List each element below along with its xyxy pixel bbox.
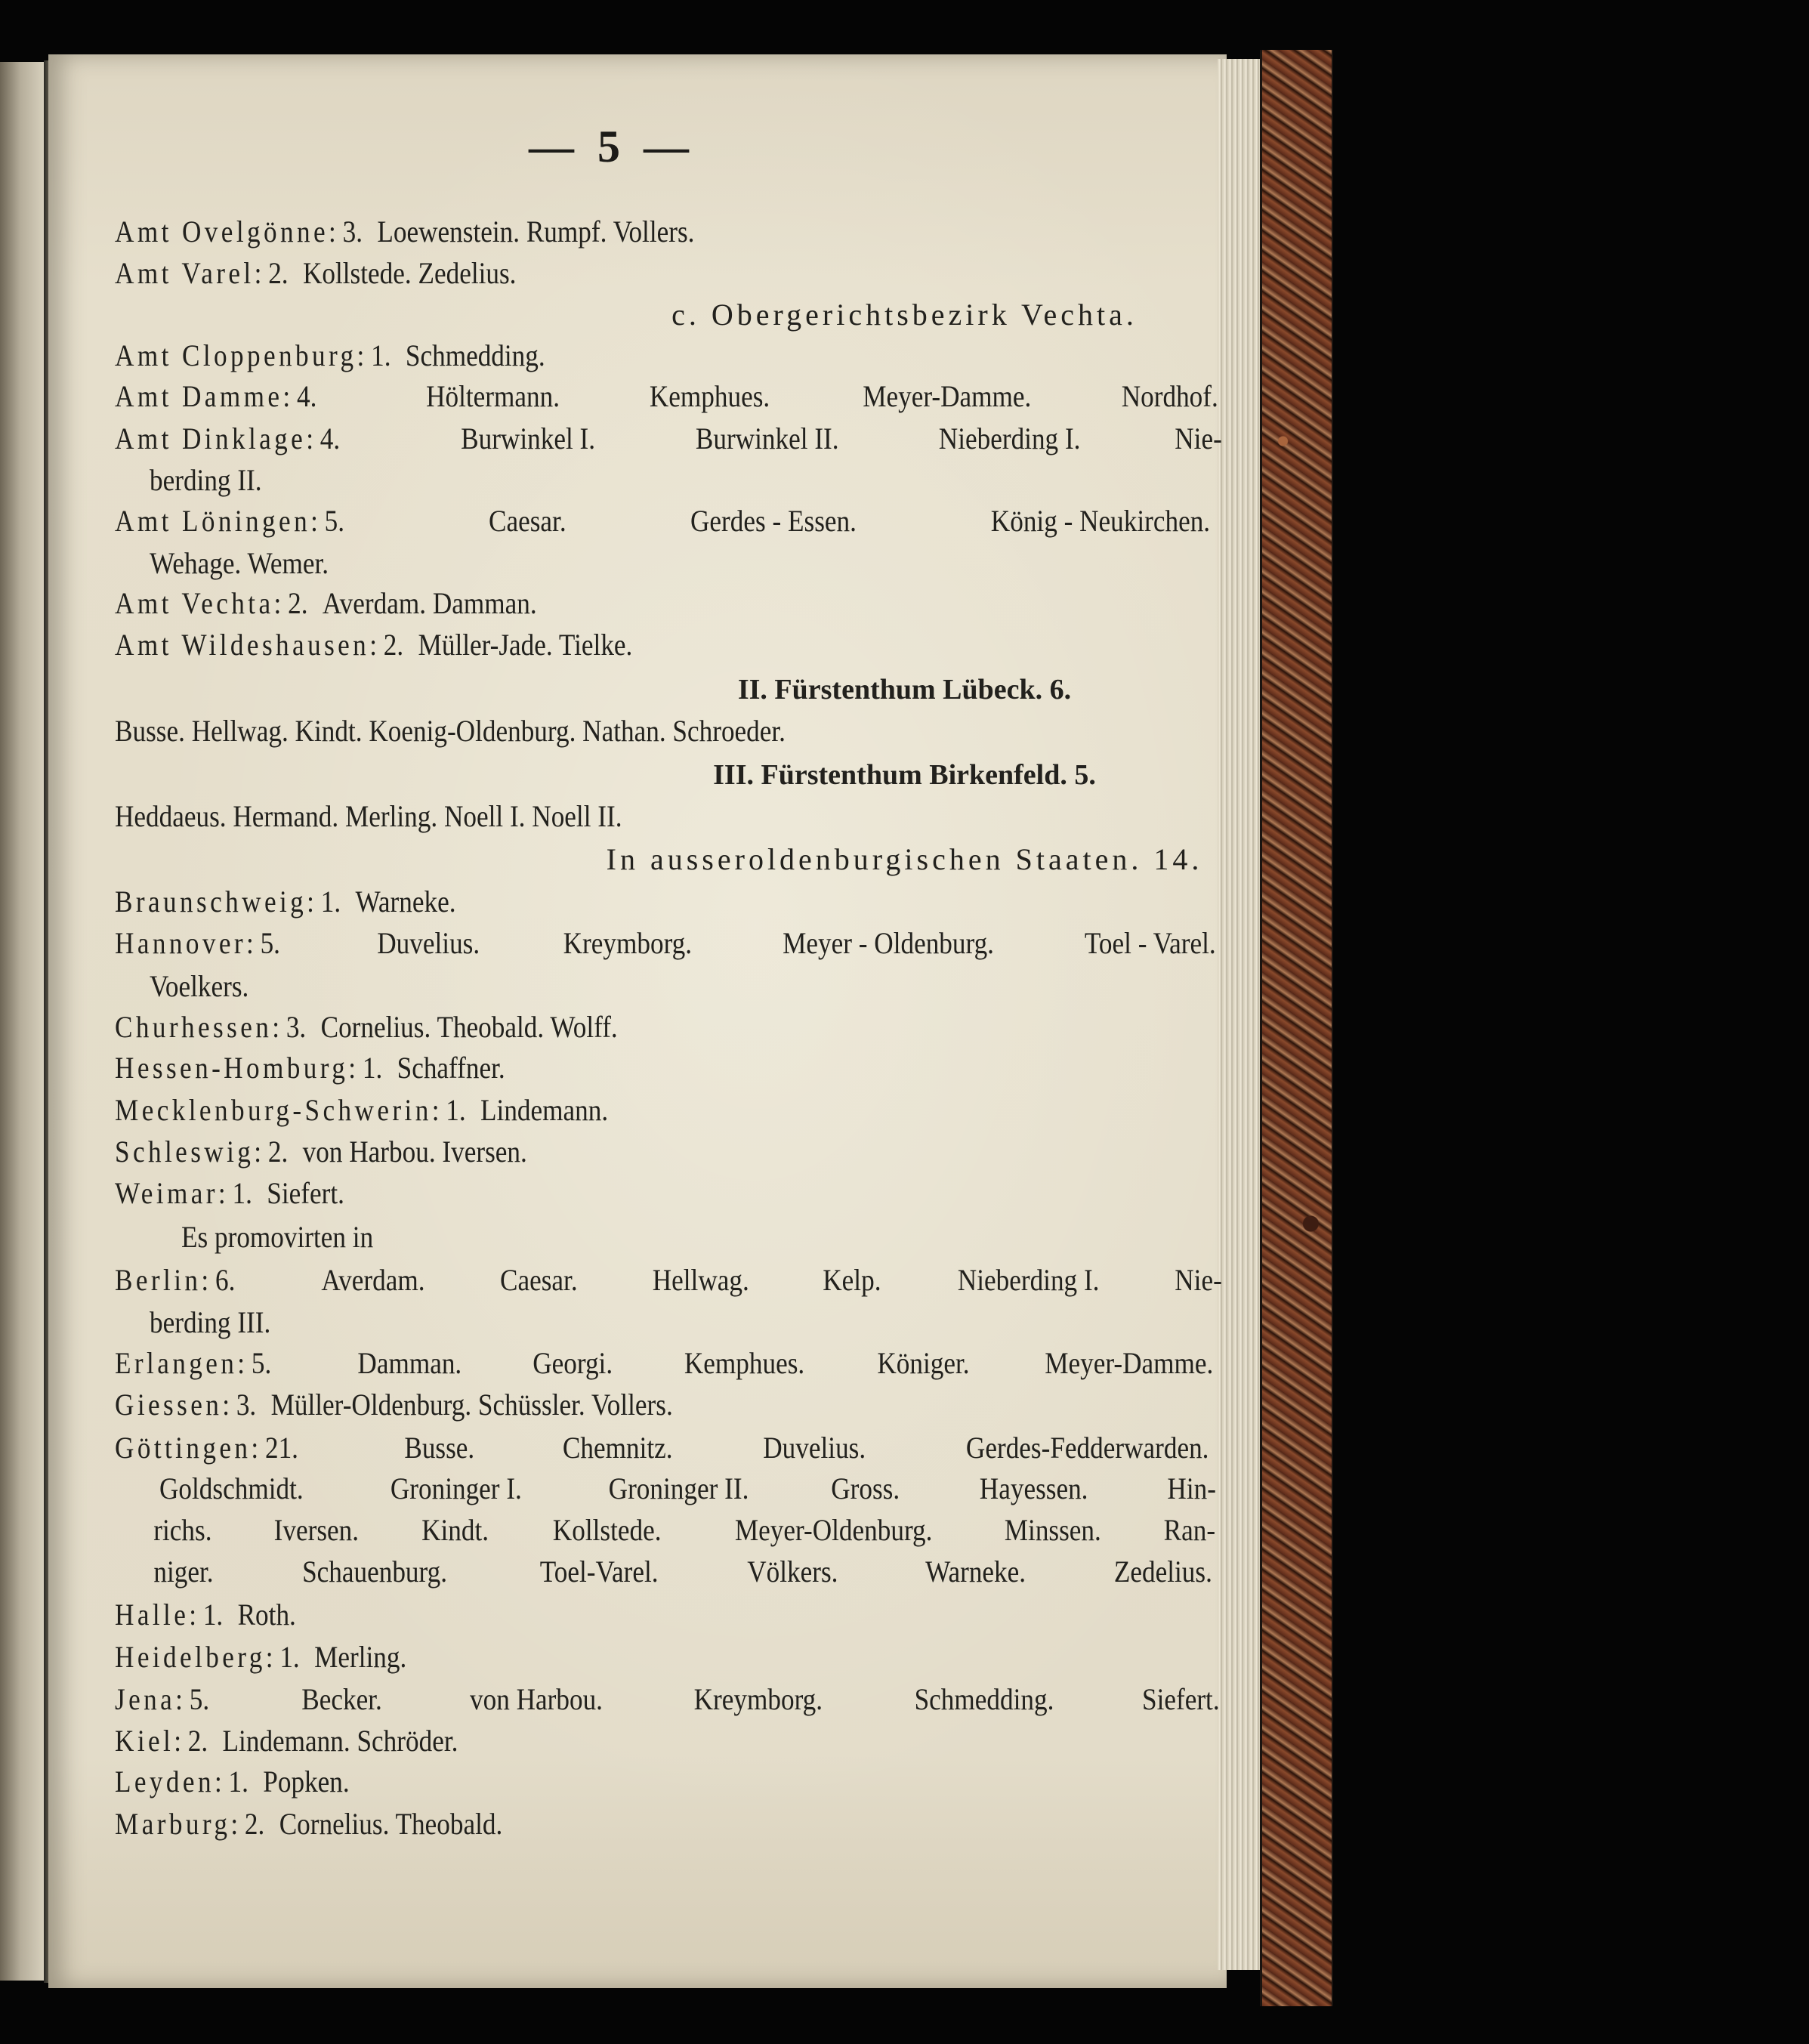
place-name: Giessen xyxy=(115,1388,223,1422)
person-names: Cornelius. Theobald. xyxy=(279,1807,503,1841)
entry-line xyxy=(115,421,1225,456)
colon: : xyxy=(230,1807,245,1841)
colon: : xyxy=(306,421,320,455)
colon: : xyxy=(254,256,269,290)
person-name: Ran- xyxy=(1163,1513,1216,1547)
justified-names xyxy=(150,1471,1219,1506)
colon: : xyxy=(222,1388,236,1422)
colon: : xyxy=(282,379,297,413)
continuation-line xyxy=(150,1305,270,1340)
place-name: Amt Cloppenburg xyxy=(115,338,357,372)
colon: : xyxy=(174,1724,188,1758)
person-name: Nordhof. xyxy=(1122,379,1219,413)
person-name: Gerdes - Essen. xyxy=(690,504,857,538)
count: 1. xyxy=(371,338,391,372)
count: 1. xyxy=(320,885,341,919)
continuation-text: berding III. xyxy=(150,1305,271,1339)
colon: : xyxy=(175,1682,190,1716)
person-name: Nie- xyxy=(1175,421,1222,455)
name-list-line xyxy=(115,713,786,749)
person-name: Kemphues. xyxy=(650,379,770,413)
person-name: Toel-Varel. xyxy=(539,1555,659,1589)
count: 1. xyxy=(202,1598,224,1632)
intro-line xyxy=(181,1219,373,1255)
section-heading xyxy=(0,756,1809,792)
entry-line xyxy=(115,627,632,662)
person-name: Meyer - Oldenburg. xyxy=(783,926,995,960)
person-name: Burwinkel II. xyxy=(695,421,839,455)
continuation-line xyxy=(150,1512,1219,1548)
person-name: Zedelius. xyxy=(1114,1555,1213,1589)
count: 1. xyxy=(362,1051,383,1085)
person-names: Schaffner. xyxy=(397,1051,505,1085)
entry-line xyxy=(115,925,1225,961)
person-name: Groninger II. xyxy=(608,1471,749,1505)
place-name: Amt Löningen xyxy=(115,504,311,538)
entry-head xyxy=(115,378,316,414)
person-name: Völkers. xyxy=(747,1555,838,1589)
colon: : xyxy=(329,215,343,249)
person-names: Lindemann. Schröder. xyxy=(222,1724,458,1758)
entry-head xyxy=(115,1430,298,1465)
entry-line xyxy=(115,1050,505,1085)
section-heading-text: c. Obergerichtsbezirk Vechta. xyxy=(671,298,1138,332)
entry-line xyxy=(115,378,1225,414)
section-heading-text: In ausseroldenburgischen Staaten. 14. xyxy=(606,842,1203,876)
entry-line xyxy=(115,1597,296,1632)
person-name: Nie- xyxy=(1175,1263,1222,1297)
person-names: Merling. xyxy=(314,1640,407,1674)
entry-line xyxy=(115,1345,1225,1381)
person-name: Georgi. xyxy=(532,1346,613,1380)
entry-line xyxy=(115,1387,673,1422)
count: 4. xyxy=(320,421,341,455)
count: 1. xyxy=(232,1176,252,1210)
entry-line xyxy=(115,884,456,919)
person-name: Meyer-Oldenburg. xyxy=(734,1513,933,1547)
person-name: Hin- xyxy=(1167,1471,1216,1505)
place-name: Braunschweig xyxy=(115,885,307,919)
entry-line xyxy=(115,1262,1225,1298)
person-name: Iversen. xyxy=(273,1513,360,1547)
count: 2. xyxy=(268,256,289,290)
justified-entry xyxy=(115,925,1225,961)
place-name: Erlangen xyxy=(115,1346,238,1380)
person-name: Toel - Varel. xyxy=(1085,926,1217,960)
person-name: Schmedding. xyxy=(914,1682,1054,1716)
person-name: Kollstede. xyxy=(553,1513,662,1547)
entry-line xyxy=(115,1681,1225,1717)
entry-head xyxy=(115,1262,235,1298)
person-name: Gross. xyxy=(830,1471,900,1505)
entry-line xyxy=(115,255,516,291)
person-name: Siefert. xyxy=(1142,1682,1221,1716)
place-name: Jena xyxy=(115,1682,176,1716)
entry-line xyxy=(115,1764,350,1799)
place-name: Hannover xyxy=(115,926,246,960)
colon: : xyxy=(189,1598,203,1632)
count: 21. xyxy=(264,1431,298,1465)
person-name: Damman. xyxy=(357,1346,462,1380)
count: 3. xyxy=(236,1388,257,1422)
person-names: Warneke. xyxy=(355,885,456,919)
count: 5. xyxy=(251,1346,272,1380)
continuation-text: Wehage. Wemer. xyxy=(150,546,329,580)
entry-line xyxy=(115,585,537,621)
justified-names xyxy=(150,1554,1219,1589)
person-name: richs. xyxy=(153,1513,212,1547)
justified-entry xyxy=(115,421,1225,456)
entry-line xyxy=(115,1009,618,1045)
colon: : xyxy=(218,1176,233,1210)
colon: : xyxy=(348,1051,363,1085)
person-name: Duvelius. xyxy=(377,926,480,960)
count: 2. xyxy=(187,1724,208,1758)
count: 6. xyxy=(215,1263,236,1297)
person-names: Müller-Jade. Tielke. xyxy=(418,628,633,662)
colon: : xyxy=(307,885,321,919)
person-name: Kreymborg. xyxy=(563,926,693,960)
intro-text: Es promovirten in xyxy=(181,1220,374,1254)
person-names: Averdam. Damman. xyxy=(322,586,537,620)
person-names: Siefert. xyxy=(267,1176,344,1210)
colon: : xyxy=(201,1263,215,1297)
continuation-line xyxy=(150,462,262,498)
person-names: Cornelius. Theobald. Wolff. xyxy=(320,1010,618,1044)
person-name: Averdam. xyxy=(321,1263,425,1297)
entry-line xyxy=(115,1723,458,1758)
colon: : xyxy=(245,926,261,960)
person-name: Höltermann. xyxy=(426,379,560,413)
justified-entry xyxy=(115,1345,1225,1381)
entry-line xyxy=(115,503,1225,539)
count: 2. xyxy=(244,1807,265,1841)
count: 2. xyxy=(267,1135,289,1169)
place-name: Göttingen xyxy=(115,1431,252,1465)
continuation-line xyxy=(150,1471,1219,1506)
page-number: — 5 — xyxy=(529,122,695,171)
section-heading xyxy=(0,671,1809,706)
place-name: Amt Damme xyxy=(115,379,283,413)
person-name: Hellwag. xyxy=(652,1263,749,1297)
colon: : xyxy=(265,1640,280,1674)
count: 2. xyxy=(383,628,404,662)
entry-line xyxy=(115,1806,502,1842)
entry-head xyxy=(115,925,280,961)
colon: : xyxy=(273,586,289,620)
entry-line xyxy=(115,214,694,249)
count: 3. xyxy=(342,215,363,249)
person-names: Popken. xyxy=(263,1765,350,1799)
justified-entry xyxy=(115,1430,1225,1465)
person-name: Goldschmidt. xyxy=(159,1471,304,1505)
place-name: Weimar xyxy=(115,1176,218,1210)
justified-entry xyxy=(115,1681,1225,1717)
section-heading xyxy=(0,841,1809,877)
place-name: Marburg xyxy=(115,1807,231,1841)
justified-entry xyxy=(115,1262,1225,1298)
person-names: Müller-Oldenburg. Schüssler. Vollers. xyxy=(270,1388,673,1422)
entry-line xyxy=(115,1430,1225,1465)
justified-names xyxy=(150,1512,1219,1548)
name-list-line xyxy=(115,798,622,834)
marbled-cover xyxy=(1260,50,1333,2006)
entry-line xyxy=(115,1134,527,1169)
continuation-text: Voelkers. xyxy=(150,969,249,1003)
count: 5. xyxy=(189,1682,210,1716)
person-name: Warneke. xyxy=(925,1555,1026,1589)
place-name: Amt Ovelgönne xyxy=(115,215,329,249)
count: 2. xyxy=(288,586,308,620)
section-heading xyxy=(0,297,1809,332)
colon: : xyxy=(237,1346,252,1380)
person-names: von Harbou. Iversen. xyxy=(302,1135,527,1169)
person-name: Nieberding I. xyxy=(939,421,1081,455)
place-name: Halle xyxy=(115,1598,190,1632)
section-heading-text: III. Fürstenthum Birkenfeld. 5. xyxy=(713,759,1096,791)
person-name: Gerdes-Fedderwarden. xyxy=(965,1431,1209,1465)
name-list-text: Heddaeus. Hermand. Merling. Noell I. Noell II. xyxy=(115,799,622,833)
place-name: Amt Wildeshausen xyxy=(115,628,370,662)
person-name: Caesar. xyxy=(500,1263,578,1297)
person-names: Loewenstein. Rumpf. Vollers. xyxy=(377,215,695,249)
count: 3. xyxy=(286,1010,307,1044)
entry-head xyxy=(115,1345,271,1381)
continuation-line xyxy=(150,968,249,1004)
name-list-text: Busse. Hellwag. Kindt. Koenig-Oldenburg. Nathan. Schroeder. xyxy=(115,714,786,748)
person-name: Schauenburg. xyxy=(301,1555,447,1589)
person-name: Kindt. xyxy=(421,1513,489,1547)
colon: : xyxy=(431,1093,446,1127)
count: 1. xyxy=(228,1765,249,1799)
entry-line xyxy=(115,1092,608,1128)
colon: : xyxy=(272,1010,286,1044)
person-name: Burwinkel I. xyxy=(461,421,596,455)
person-name: Hayessen. xyxy=(980,1471,1088,1505)
person-name: Chemnitz. xyxy=(563,1431,673,1465)
place-name: Schleswig xyxy=(115,1135,255,1169)
person-name: Meyer-Damme. xyxy=(1045,1346,1214,1380)
place-name: Mecklenburg-Schwerin xyxy=(115,1093,432,1127)
place-name: Amt Varel xyxy=(115,256,255,290)
justified-entry xyxy=(115,378,1225,414)
previous-page-edge xyxy=(0,62,47,1981)
place-name: Kiel xyxy=(115,1724,174,1758)
justified-entry xyxy=(115,503,1225,539)
person-name: Meyer-Damme. xyxy=(862,379,1031,413)
person-name: Minssen. xyxy=(1005,1513,1102,1547)
person-name: von Harbou. xyxy=(469,1682,603,1716)
place-name: Amt Dinklage xyxy=(115,421,307,455)
person-name: Kreymborg. xyxy=(693,1682,823,1716)
colon: : xyxy=(254,1135,268,1169)
person-name: Königer. xyxy=(877,1346,970,1380)
place-name: Hessen-Homburg xyxy=(115,1051,349,1085)
person-name: König - Neukirchen. xyxy=(990,504,1211,538)
place-name: Berlin xyxy=(115,1263,202,1297)
person-name: Groninger I. xyxy=(390,1471,522,1505)
person-names: Schmedding. xyxy=(405,338,545,372)
count: 1. xyxy=(446,1093,466,1127)
person-name: Caesar. xyxy=(489,504,566,538)
person-names: Lindemann. xyxy=(480,1093,609,1127)
place-name: Leyden xyxy=(115,1765,215,1799)
continuation-line xyxy=(150,1554,1219,1589)
entry-head xyxy=(115,503,344,539)
colon: : xyxy=(357,338,372,372)
entry-head xyxy=(115,421,340,456)
entry-line xyxy=(115,1175,344,1211)
continuation-line xyxy=(150,545,329,581)
colon: : xyxy=(310,504,325,538)
entry-line xyxy=(115,338,545,373)
person-names: Kollstede. Zedelius. xyxy=(302,256,517,290)
person-name: Kemphues. xyxy=(684,1346,805,1380)
count: 4. xyxy=(296,379,317,413)
person-name: Kelp. xyxy=(822,1263,881,1297)
place-name: Heidelberg xyxy=(115,1640,266,1674)
count: 5. xyxy=(260,926,280,960)
count: 5. xyxy=(324,504,345,538)
place-name: Amt Vechta xyxy=(115,586,274,620)
colon: : xyxy=(214,1765,229,1799)
colon: : xyxy=(251,1431,265,1465)
continuation-text: berding II. xyxy=(150,463,262,497)
person-name: Duvelius. xyxy=(763,1431,866,1465)
count: 1. xyxy=(279,1640,300,1674)
section-heading-text: II. Fürstenthum Lübeck. 6. xyxy=(737,674,1072,706)
entry-head xyxy=(115,1681,209,1717)
person-names: Roth. xyxy=(237,1598,296,1632)
colon: : xyxy=(369,628,384,662)
person-name: niger. xyxy=(153,1555,214,1589)
person-name: Nieberding I. xyxy=(957,1263,1099,1297)
person-name: Busse. xyxy=(404,1431,475,1465)
entry-line xyxy=(115,1639,406,1675)
person-name: Becker. xyxy=(301,1682,382,1716)
place-name: Churhessen xyxy=(115,1010,273,1044)
